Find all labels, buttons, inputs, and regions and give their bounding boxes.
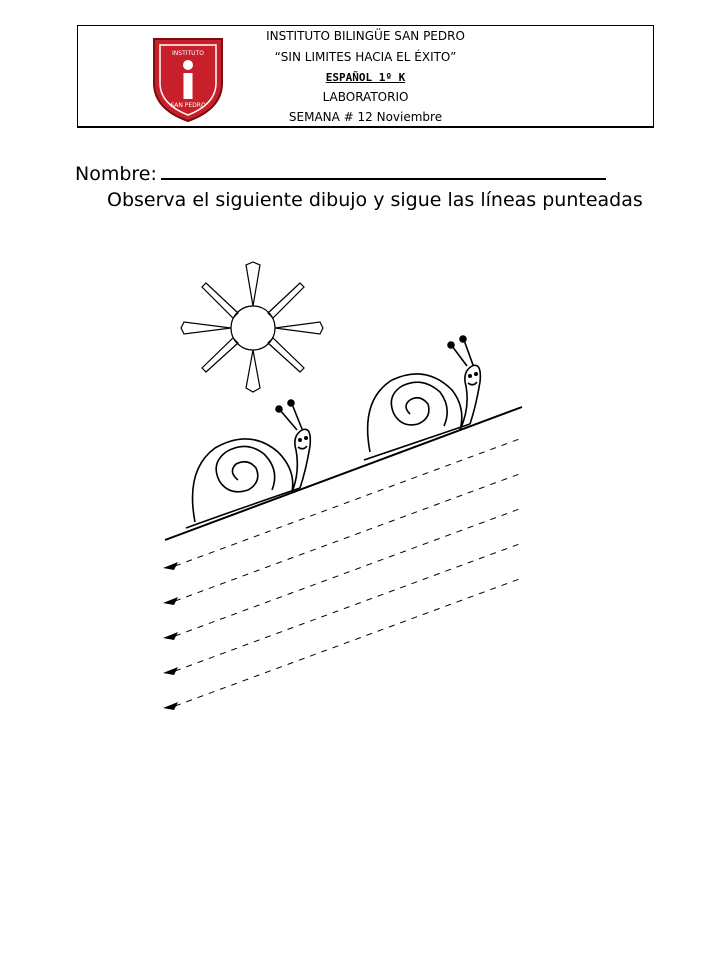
logo-bottom-text: SAN PEDRO (170, 102, 206, 109)
name-label: Nombre: (75, 163, 157, 185)
arrow-icon (163, 597, 178, 605)
arrow-icon (163, 562, 178, 570)
arrow-icon (163, 702, 178, 710)
tracing-line[interactable] (175, 543, 522, 671)
school-name: INSTITUTO BILINGÜE SAN PEDRO (266, 29, 465, 43)
tracing-line[interactable] (175, 473, 522, 601)
tracing-lines (175, 438, 522, 706)
tracing-line[interactable] (175, 508, 522, 636)
sun-icon (181, 262, 323, 392)
area-label: LABORATORIO (322, 90, 409, 104)
week-label: SEMANA # 12 Noviembre (288, 110, 443, 124)
instruction-text: Observa el siguiente dibujo y sigue las líneas punteadas (107, 189, 643, 211)
tracing-line[interactable] (175, 578, 522, 706)
arrow-icon (163, 632, 178, 640)
arrow-icon (163, 667, 178, 675)
school-motto: “SIN LIMITES HACIA EL ÉXITO” (274, 50, 457, 64)
subject-label: ESPAÑOL 1º K (325, 71, 406, 84)
logo-top-text: INSTITUTO (172, 50, 204, 57)
snail-icon (364, 336, 480, 460)
slope-line (165, 407, 522, 540)
tracing-line[interactable] (175, 438, 522, 566)
arrow-icons (163, 562, 178, 710)
